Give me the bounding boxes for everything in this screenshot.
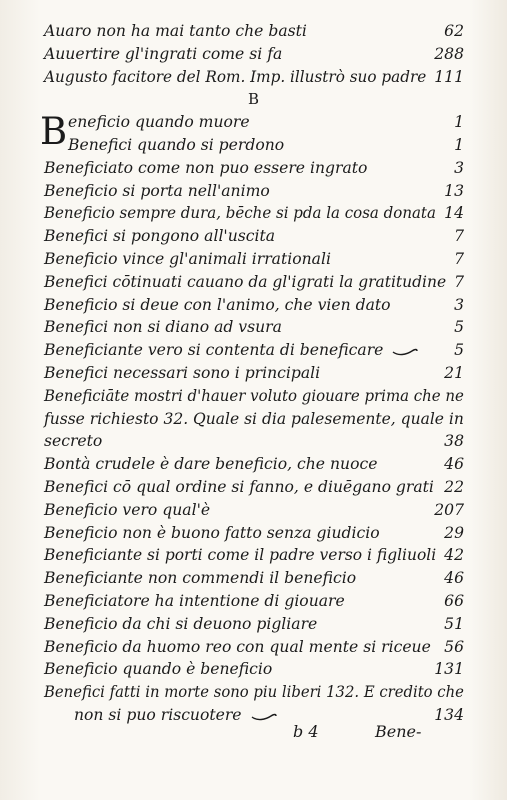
index-entry: Beneficio si deue con l'animo, che vien dato 3 [44, 295, 464, 314]
section-letter-heading: B [247, 90, 261, 109]
index-entry: Augusto facitore del Rom. Imp. illustrò suo padre 111 [44, 67, 464, 86]
index-entry: Beneficiāte mostri d'hauer voluto giouare prima che ne [44, 386, 464, 405]
index-entry: Beneficiante si porti come il padre verso i figliuoli 42 [44, 546, 464, 565]
index-entry: Auuertire gl'ingrati come si fa 288 [44, 44, 464, 63]
index-entry: Benefici si pongono all'uscita 7 [44, 227, 464, 246]
index-entry: Benefici cō qual ordine si fanno, e diuēgano grati 22 [44, 477, 464, 496]
index-entry: Benefici cōtinuati cauano da gl'igrati la gratitudine 7 [44, 272, 464, 291]
index-entry: Beneficio da chi si deuono pigliare 51 [44, 614, 464, 633]
index-entry-continuation: secreto 38 [44, 432, 464, 451]
index-entry: Beneficio si porta nell'animo 13 [44, 181, 464, 200]
index-entry: Auaro non ha mai tanto che basti 62 [44, 22, 464, 40]
flourish-ornament [392, 346, 418, 356]
index-entry-continuation: non si puo riscuotere 134 [74, 705, 464, 724]
index-entry: Beneficiante non commendi il beneficio 46 [44, 569, 464, 588]
flourish-ornament [251, 711, 277, 721]
index-entry: Benefici necessari sono i principali 21 [44, 363, 464, 382]
index-entry: Benefici fatti in morte sono piu liberi 132. E credito che [44, 683, 464, 702]
index-entry: Beneficio vince gl'animali irrationali 7 [44, 249, 464, 268]
index-entry-continuation: fusse richiesto 32. Quale si dia palesemente, quale in [44, 409, 464, 428]
index-entry: Beneficiatore ha intentione di giouare 66 [44, 591, 464, 610]
signature-mark: b 4 [293, 722, 319, 741]
drop-cap-letter: B [40, 110, 68, 154]
index-entries [40, 20, 464, 727]
index-entry: Beneficio sempre dura, bēche si pda la cosa donata 14 [44, 204, 464, 223]
index-entry: Beneficio quando è beneficio 131 [44, 660, 464, 679]
index-entry: B eneficio quando muore 1 [40, 110, 464, 154]
index-entry: Beneficio non è buono fatto senza giudicio 29 [44, 523, 464, 542]
index-entry: Bontà crudele è dare beneficio, che nuoce 46 [44, 455, 464, 474]
index-entry: Beneficio vero qual'è 207 [44, 500, 464, 519]
index-entry: Benefici quando si perdono 1 [68, 135, 464, 154]
index-entry: Beneficiato come non puo essere ingrato 3 [44, 158, 464, 177]
index-entry: Beneficio da huomo reo con qual mente si riceue 56 [44, 637, 464, 656]
page-footer [0, 722, 507, 744]
index-entry: Beneficiante vero si contenta di beneficare 5 [44, 341, 464, 360]
index-entry: Benefici non si diano ad vsura 5 [44, 318, 464, 337]
catchword: Bene- [375, 722, 422, 741]
